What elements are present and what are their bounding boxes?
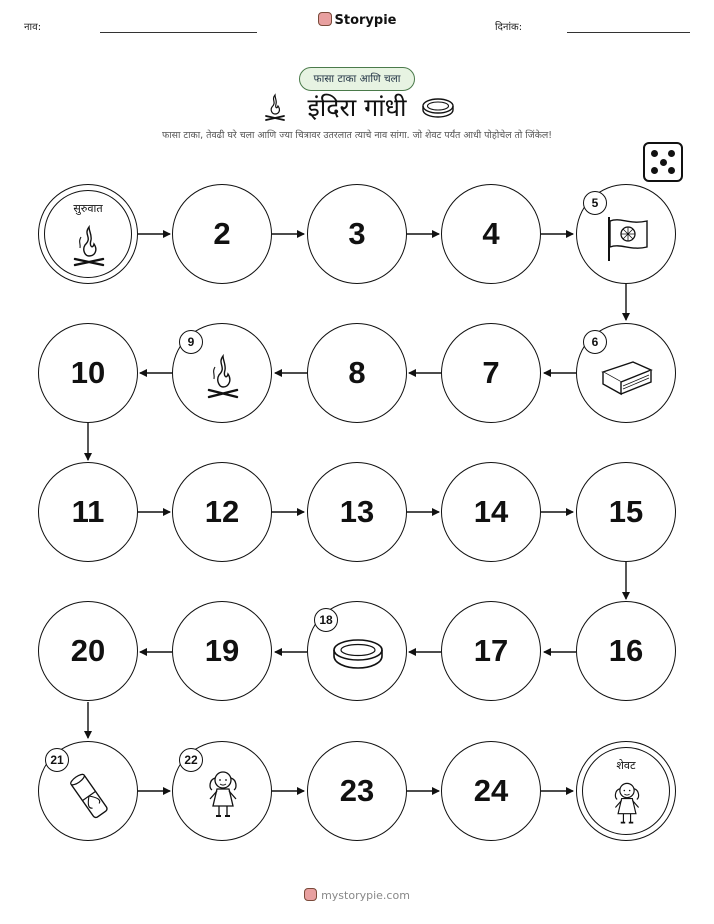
board-cell-11[interactable] (38, 462, 138, 562)
game-tag: फासा टाका आणि चला (299, 67, 415, 91)
cell-number: 2 (213, 216, 231, 251)
board-cell-23[interactable] (307, 741, 407, 841)
bonfire-icon (203, 352, 243, 400)
cell-number: 23 (339, 773, 375, 808)
board-cell-19[interactable] (172, 601, 272, 701)
dice-icon[interactable] (643, 142, 683, 182)
board-cell-24[interactable] (441, 741, 541, 841)
board-cell-22[interactable] (172, 741, 272, 841)
cell-number: 13 (339, 494, 375, 529)
board-cell-7[interactable] (441, 323, 541, 423)
storypie-logo-icon (304, 888, 317, 901)
board-cell-2[interactable] (172, 184, 272, 284)
game-title: इंदिरा गांधी (307, 93, 407, 122)
board-cell-17[interactable] (441, 601, 541, 701)
instructions: फासा टाका, तेवढी घरे चला आणि ज्या चित्रावर उतरलात त्याचे नाव सांगा. जो शेवट पर्यंत आधी पोहोचेल तो जिंकेल! (161, 130, 553, 141)
brand (0, 12, 714, 28)
cell-number: 15 (608, 494, 644, 529)
cell-number-badge: 5 (583, 191, 607, 215)
board-cell-9[interactable] (172, 323, 272, 423)
board-cell-16[interactable] (576, 601, 676, 701)
doll-icon (203, 766, 243, 822)
name-label: नाव: (24, 22, 42, 33)
cell-number: 16 (608, 633, 644, 668)
board-cell-15[interactable] (576, 462, 676, 562)
cell-number: 14 (473, 494, 509, 529)
scroll-icon (67, 770, 111, 822)
ring-icon (420, 94, 456, 120)
cell-number: 7 (482, 355, 500, 390)
date-field-line[interactable] (567, 32, 690, 33)
cell-number: 3 (348, 216, 366, 251)
flag-icon (603, 213, 653, 263)
name-field-line[interactable] (100, 32, 257, 33)
end-label: शेवट (616, 759, 636, 772)
footer-site[interactable]: mystorypie.com (321, 889, 410, 902)
end-cell[interactable] (576, 741, 676, 841)
cell-number-badge: 22 (179, 748, 203, 772)
board-cell-20[interactable] (38, 601, 138, 701)
cell-number-badge: 9 (179, 330, 203, 354)
cell-number-badge: 21 (45, 748, 69, 772)
board-cell-21[interactable] (38, 741, 138, 841)
cell-number: 10 (70, 355, 106, 390)
cell-number: 12 (204, 494, 240, 529)
start-cell[interactable] (38, 184, 138, 284)
start-label: सुरुवात (73, 202, 103, 215)
board-cell-4[interactable] (441, 184, 541, 284)
doll-icon (609, 778, 645, 828)
board-cell-10[interactable] (38, 323, 138, 423)
board-cell-12[interactable] (172, 462, 272, 562)
cell-number: 20 (70, 633, 106, 668)
bonfire-icon (69, 223, 109, 267)
board-cell-5[interactable] (576, 184, 676, 284)
board-cell-14[interactable] (441, 462, 541, 562)
cell-number-badge: 6 (583, 330, 607, 354)
brand-name: Storypie (334, 13, 397, 28)
cell-number-badge: 18 (314, 608, 338, 632)
ring-icon (330, 636, 386, 672)
cell-number: 24 (473, 773, 509, 808)
cell-number: 8 (348, 355, 366, 390)
board-cell-13[interactable] (307, 462, 407, 562)
board-cell-8[interactable] (307, 323, 407, 423)
board-cell-6[interactable] (576, 323, 676, 423)
cell-number: 17 (473, 633, 509, 668)
date-label: दिनांक: (495, 22, 523, 33)
cell-number: 11 (71, 494, 105, 529)
cell-number: 4 (482, 216, 500, 251)
board-cell-3[interactable] (307, 184, 407, 284)
cell-number: 19 (204, 633, 240, 668)
book-icon (599, 356, 655, 398)
storypie-logo-icon (318, 12, 332, 26)
board-cell-18[interactable] (307, 601, 407, 701)
footer (0, 888, 714, 902)
